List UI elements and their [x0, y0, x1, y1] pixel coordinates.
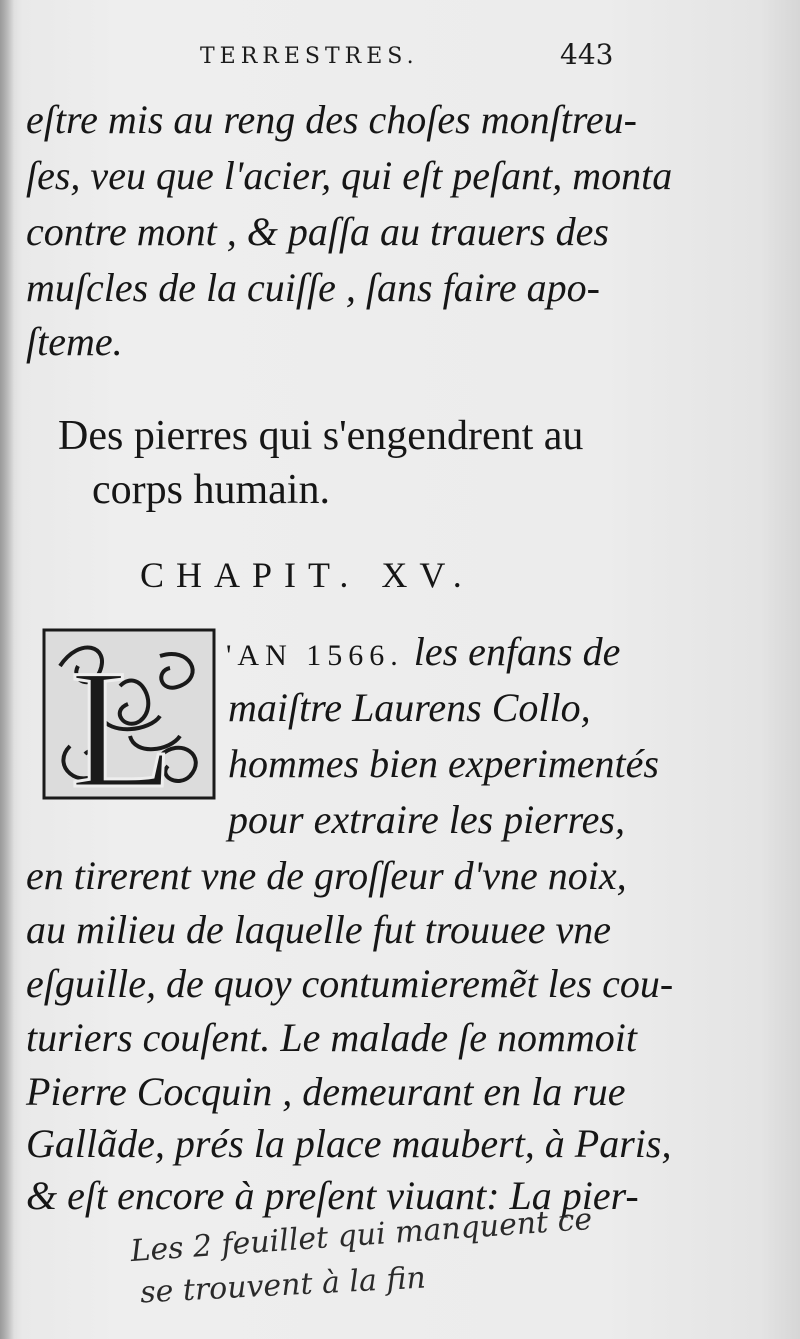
section-heading: Des pierres qui s'engendrent au — [58, 413, 584, 459]
text-line: en tirerent vne de groſſeur d'vne noix, — [26, 853, 627, 898]
page-number: 443 — [560, 38, 614, 71]
running-head: TERRESTRES. — [200, 44, 419, 69]
binding-shadow — [0, 0, 14, 1339]
chapter-label: CHAPIT. XV. — [140, 555, 474, 595]
text-line: pour extraire les pierres, — [228, 797, 625, 842]
text-line — [226, 628, 620, 675]
text-line: Gallãde, prés la place maubert, à Paris, — [26, 1121, 672, 1166]
handwritten-note: se trouvent à la fin — [139, 1260, 427, 1311]
text-line: eſguille, de quoy contumieremẽt les cou- — [26, 961, 674, 1006]
text-line: & eſt encore à preſent viuant: La pier- — [26, 1173, 639, 1218]
text-line: ſes, veu que l'acier, qui eſt peſant, monta — [26, 153, 673, 198]
text-line: ſteme. — [26, 319, 123, 364]
text-line: muſcles de la cuiſſe , ſans faire apo- — [26, 265, 600, 310]
smallcaps-text: 'AN 1566. — [226, 639, 404, 672]
handwritten-note: Les 2 feuillet qui manquent ce — [129, 1201, 594, 1270]
section-heading: corps humain. — [92, 467, 330, 513]
text-line: eſtre mis au reng des choſes monſtreu- — [26, 97, 637, 142]
text-line: contre mont , & paſſa au trauers des — [26, 209, 609, 254]
text-line: maiſtre Laurens Collo, — [228, 685, 591, 730]
text-line: hommes bien experimentés — [228, 741, 659, 786]
initial-letter: L — [70, 635, 174, 802]
text-line: turiers couſent. Le malade ſe nommoit — [26, 1015, 638, 1060]
text-line: Pierre Cocquin , demeurant en la rue — [26, 1069, 626, 1114]
text-fragment: les enfans de — [413, 629, 621, 674]
text-line: au milieu de laquelle fut trouuee vne — [26, 907, 612, 952]
decorated-initial-icon — [40, 626, 218, 802]
